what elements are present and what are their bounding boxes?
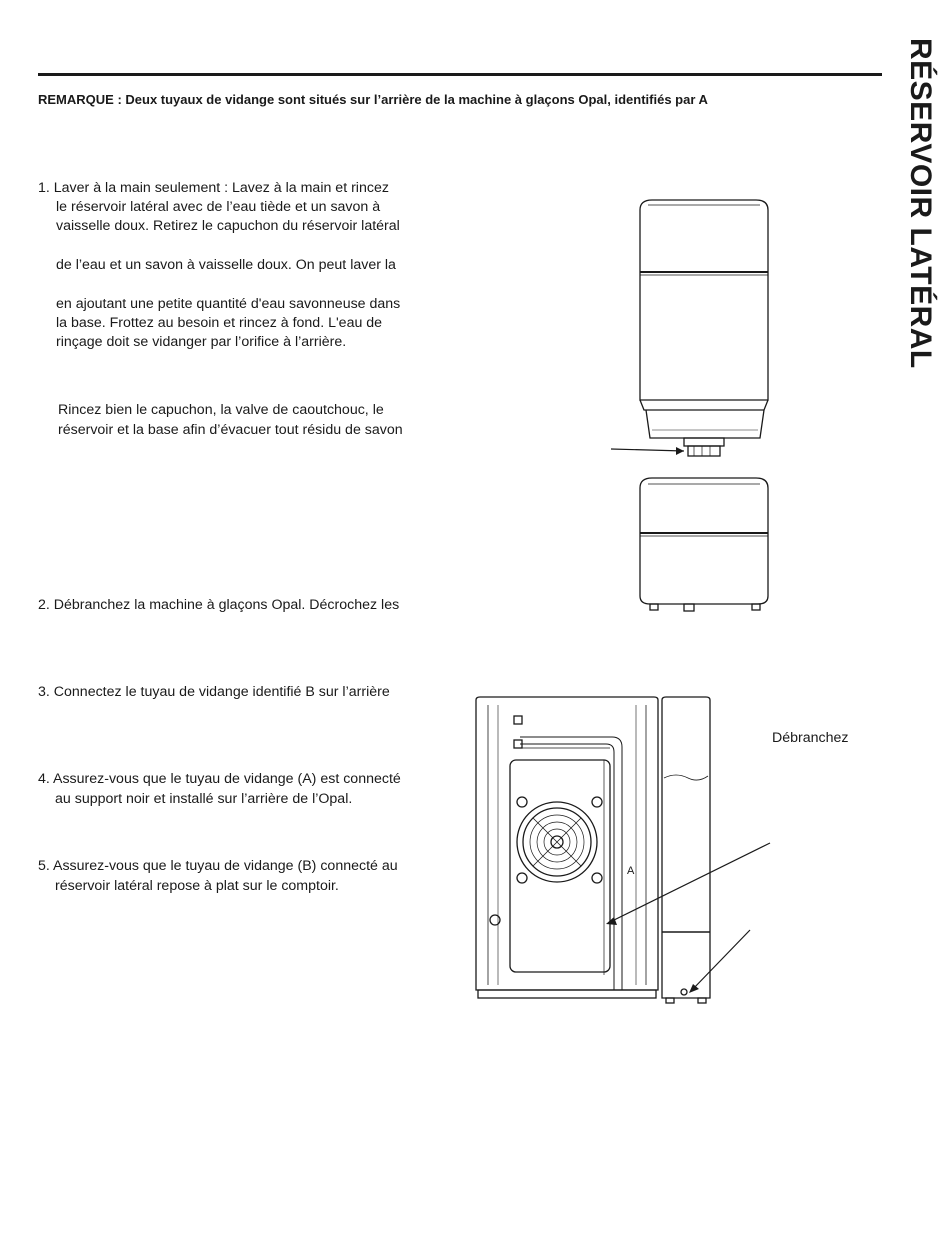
step1-line-3: vaisselle doux. Retirez le capuchon du réservoir latéral xyxy=(56,218,400,234)
step1-rinse-line-2: réservoir et la base afin d’évacuer tout résidu de savon xyxy=(58,422,403,438)
step1-line-2: le réservoir latéral avec de l’eau tiède et un savon à xyxy=(56,199,381,215)
step2-line: 2. Débranchez la machine à glaçons Opal. Décrochez les xyxy=(38,597,400,613)
side-title: RÉSERVOIR LATÉRAL xyxy=(904,38,937,369)
step4-line-1: 4. Assurez-vous que le tuyau de vidange (A) est connecté xyxy=(38,771,401,787)
step1-line-4: de l’eau et un savon à vaisselle doux. On peut laver la xyxy=(56,257,396,273)
step3-line: 3. Connectez le tuyau de vidange identifié B sur l’arrière xyxy=(38,684,390,700)
step1-line-5: en ajoutant une petite quantité d'eau savonneuse dans xyxy=(56,296,401,312)
step1-rinse-line-1: Rincez bien le capuchon, la valve de caoutchouc, le xyxy=(58,402,384,418)
step1-line-6: la base. Frottez au besoin et rincez à fond. L'eau de xyxy=(56,315,383,331)
step5-line-1: 5. Assurez-vous que le tuyau de vidange (B) connecté au xyxy=(38,858,398,874)
figure2-label: Débranchez xyxy=(772,730,849,746)
step1-line-1: 1. Laver à la main seulement : Lavez à la main et rincez xyxy=(38,180,389,196)
header-rule xyxy=(38,73,882,76)
note-text: REMARQUE : Deux tuyaux de vidange sont situés sur l’arrière de la machine à glaçons Opal, identifiés par A xyxy=(38,92,708,107)
step5-line-2: réservoir latéral repose à plat sur le comptoir. xyxy=(55,878,339,894)
hose-label-a: A xyxy=(627,865,635,877)
step1-line-7: rinçage doit se vidanger par l’orifice à l’arrière. xyxy=(56,334,347,350)
step4-line-2: au support noir et installé sur l’arrière de l’Opal. xyxy=(55,791,353,807)
figure-opal-rear xyxy=(476,697,770,1003)
